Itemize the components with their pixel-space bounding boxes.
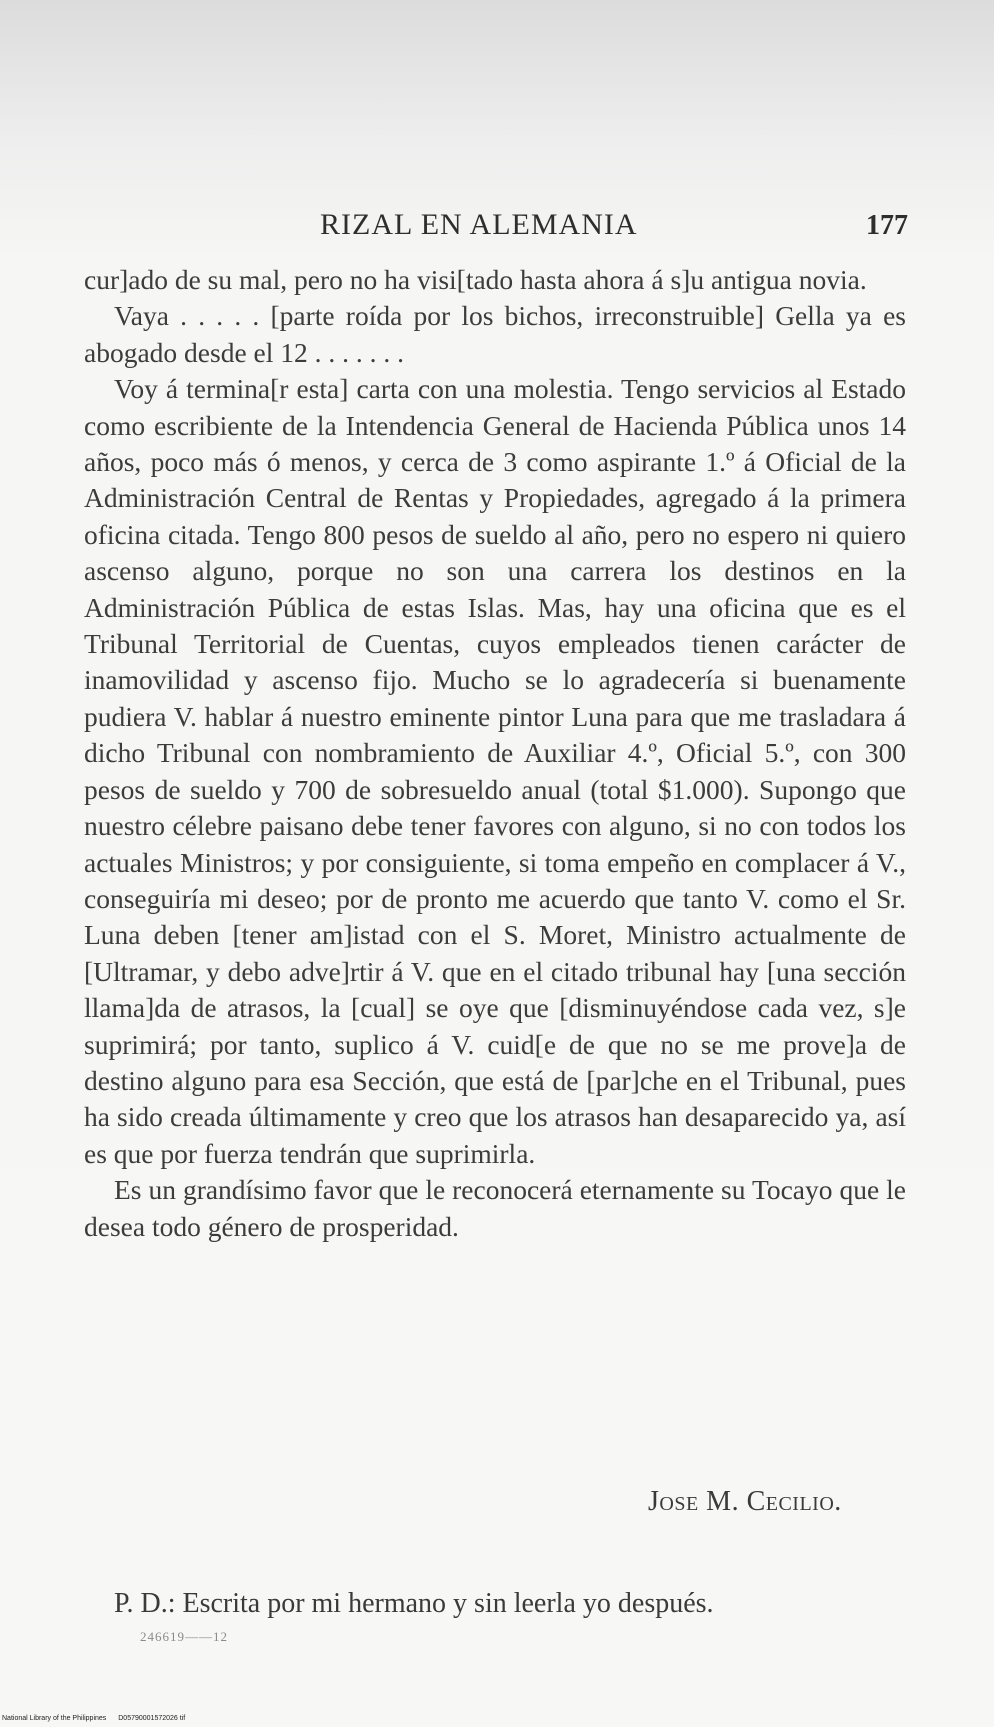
signature: Jose M. Cecilio. xyxy=(648,1486,842,1517)
paragraph-closing: Es un grandísimo favor que le reconocerá eternamente su Tocayo que le desea todo género de prosperidad. xyxy=(84,1174,906,1242)
archive-strip xyxy=(2,1715,195,1722)
page-number: 177 xyxy=(866,210,908,241)
running-title: RIZAL EN ALEMANIA xyxy=(320,208,638,241)
printer-mark: 246619——12 xyxy=(140,1629,228,1644)
archive-identifier: D05790001572026 tif xyxy=(118,1715,186,1722)
running-header xyxy=(0,208,994,248)
postscript: P. D.: Escrita por mi hermano y sin leerla yo después. xyxy=(114,1588,714,1619)
paragraph-vaya: Vaya . . . . . [parte roída por los bichos, irreconstruible] Gella ya es abogado desde el 12 . . . . . . . xyxy=(84,300,906,368)
paragraph-request: Voy á termina[r esta] carta con una molestia. Tengo servicios al Estado como escribiente de la Intendencia General de Hacienda Pública unos 14 años, poco más ó menos, y cerca de 3 como aspirante 1.º á Oficial de la Administración Central de Rentas y Propiedades, agregado á la primera oficina citada. Tengo 800 pesos de sueldo al año, pero no espero ni quiero ascenso alguno, porque no son una carrera los destinos en la Administración Pública de estas Islas. Mas, hay una oficina que es el Tribunal Territorial de Cuentas, cuyos empleados tienen carácter de inamovilidad y ascenso fijo. Mucho se lo agradecería si buenamente pudiera V. hablar á nuestro eminente pintor Luna para que me trasladara á dicho Tribunal con nombramiento de Auxiliar 4.º, Oficial 5.º, con 300 pesos de sueldo y 700 de sobresueldo anual (total $1.000). Supongo que nuestro célebre paisano debe tener favores con alguno, si no con todos los actuales Ministros; y por consiguiente, si toma empeño en complacer á V., conseguiría mi deseo; por de pronto me acuerdo que tanto V. como el Sr. Luna deben [tener am]istad con el S. Moret, Ministro actualmente de [Ultramar, y debo adve]rtir á V. que en el citado tribunal hay [una sección llama]da de atrasos, la [cual] se oye que [disminuyéndose cada vez, s]e suprimirá; por tanto, suplico á V. cuid[e de que no se me prove]a de destino alguno para esa Sección, que está de [par]che en el Tribunal, pues ha sido creada últimamente y creo que los atrasos han desaparecido ya, así es que por fuerza tendrán que suprimirla. xyxy=(84,373,906,1169)
letter-body xyxy=(84,262,906,1245)
paragraph-continuation: cur]ado de su mal, pero no ha visi[tado hasta ahora á s]u antigua novia. xyxy=(84,264,867,295)
archive-institution: National Library of the Philippines xyxy=(2,1715,107,1722)
